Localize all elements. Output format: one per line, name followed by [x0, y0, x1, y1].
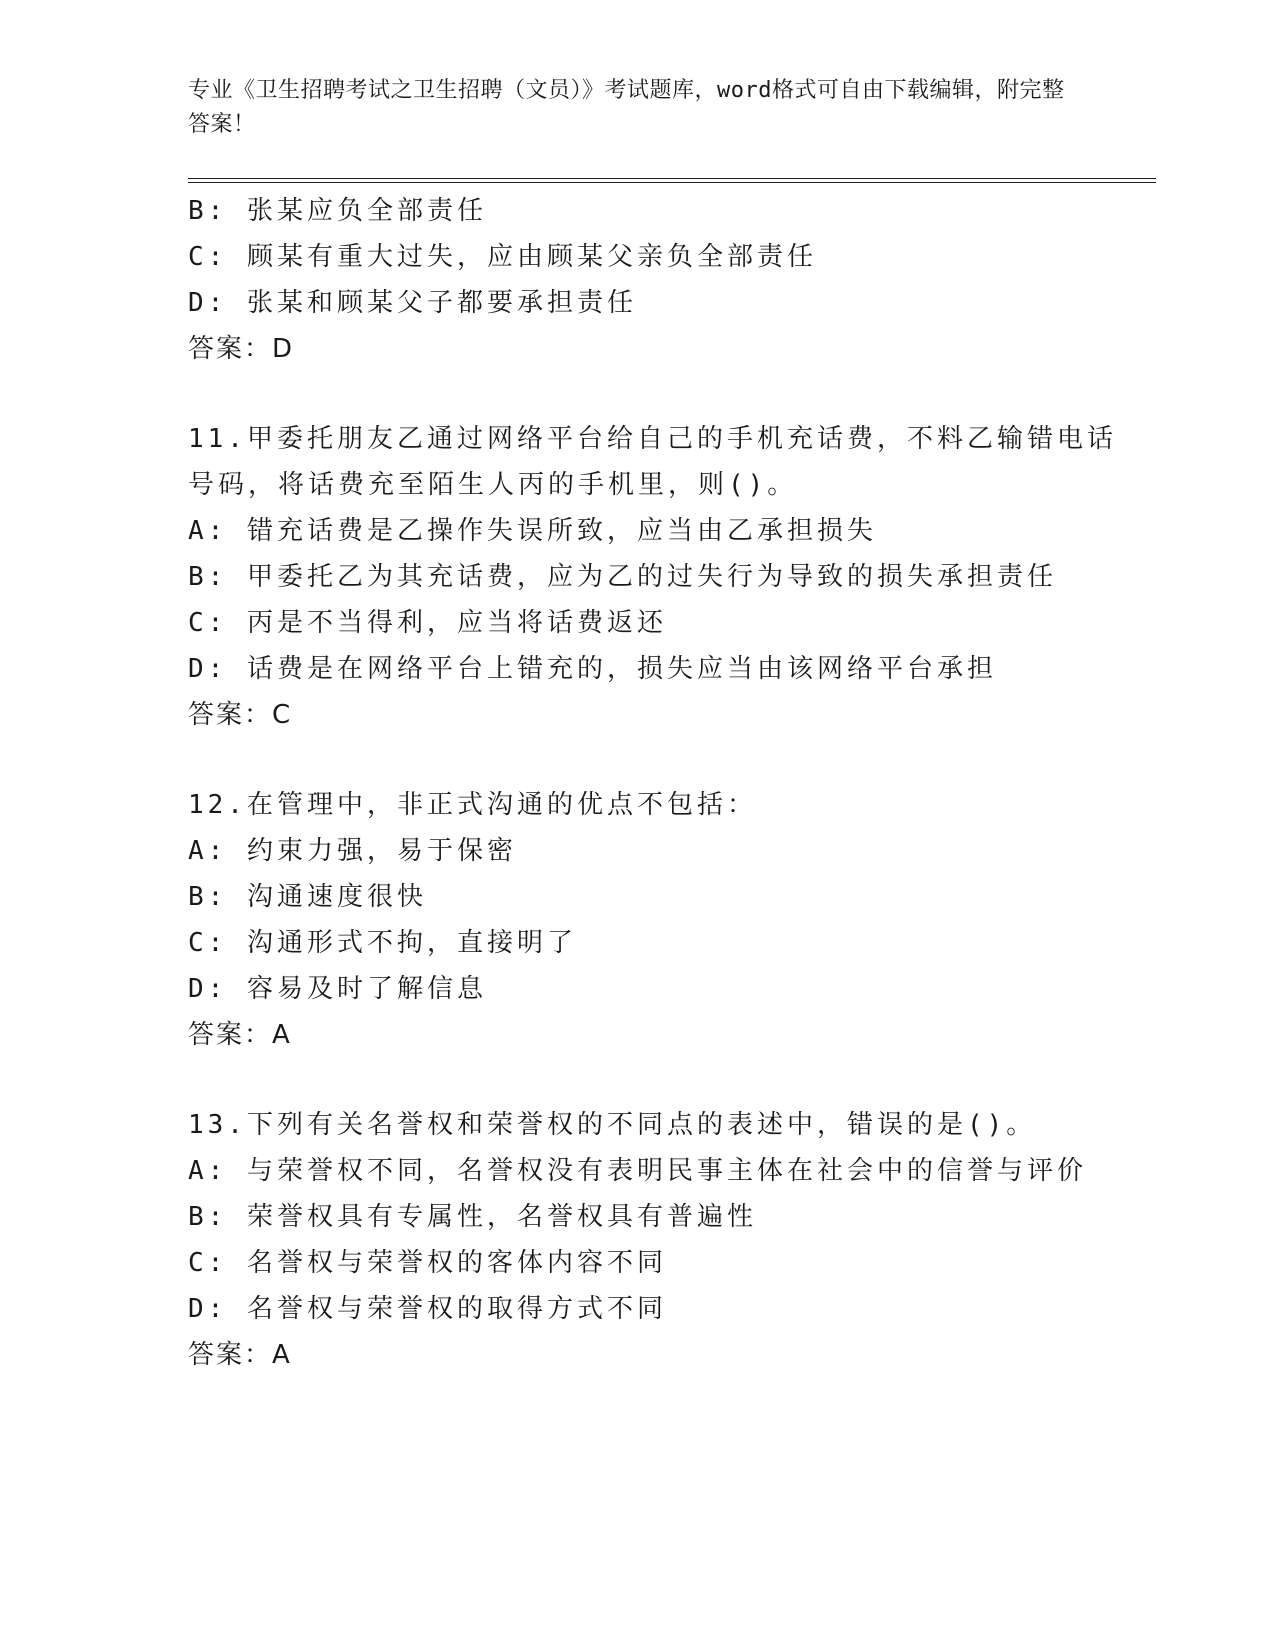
answer-line: 答案：A — [188, 1020, 292, 1050]
option-d: D: 容易及时了解信息 — [188, 974, 487, 1004]
question-stem: 12.在管理中，非正式沟通的优点不包括： — [188, 790, 757, 820]
question-list — [188, 188, 1168, 1378]
option-b: B: 张某应负全部责任 — [188, 196, 487, 226]
question-10-continued — [188, 188, 1168, 372]
question-11 — [188, 416, 1168, 738]
option-a: A: 约束力强，易于保密 — [188, 836, 517, 866]
option-b: B: 沟通速度很快 — [188, 882, 427, 912]
option-b: B: 甲委托乙为其充话费，应为乙的过失行为导致的损失承担责任 — [188, 562, 1057, 592]
option-a: A: 与荣誉权不同，名誉权没有表明民事主体在社会中的信誉与评价 — [188, 1156, 1087, 1186]
option-c: C: 顾某有重大过失，应由顾某父亲负全部责任 — [188, 242, 817, 272]
option-d: D: 张某和顾某父子都要承担责任 — [188, 288, 637, 318]
document-header: 专业《卫生招聘考试之卫生招聘（文员）》考试题库，word格式可自由下载编辑，附完整答案！ — [188, 78, 1065, 137]
option-d: D: 名誉权与荣誉权的取得方式不同 — [188, 1294, 667, 1324]
option-c: C: 沟通形式不拘，直接明了 — [188, 928, 577, 958]
option-c: C: 丙是不当得利，应当将话费返还 — [188, 608, 667, 638]
question-stem: 11.甲委托朋友乙通过网络平台给自己的手机充话费，不料乙输错电话 — [188, 424, 1117, 454]
header-double-rule — [188, 178, 1156, 183]
answer-line: 答案：A — [188, 1340, 292, 1370]
question-stem-continued: 号码，将话费充至陌生人丙的手机里，则()。 — [188, 470, 798, 500]
option-b: B: 荣誉权具有专属性，名誉权具有普遍性 — [188, 1202, 757, 1232]
option-a: A: 错充话费是乙操作失误所致，应当由乙承担损失 — [188, 516, 877, 546]
question-13 — [188, 1102, 1168, 1378]
option-d: D: 话费是在网络平台上错充的，损失应当由该网络平台承担 — [188, 654, 997, 684]
answer-line: 答案：D — [188, 334, 295, 364]
answer-line: 答案：C — [188, 700, 293, 730]
question-12 — [188, 782, 1168, 1058]
question-stem: 13.下列有关名誉权和荣誉权的不同点的表述中，错误的是()。 — [188, 1110, 1037, 1140]
option-c: C: 名誉权与荣誉权的客体内容不同 — [188, 1248, 667, 1278]
